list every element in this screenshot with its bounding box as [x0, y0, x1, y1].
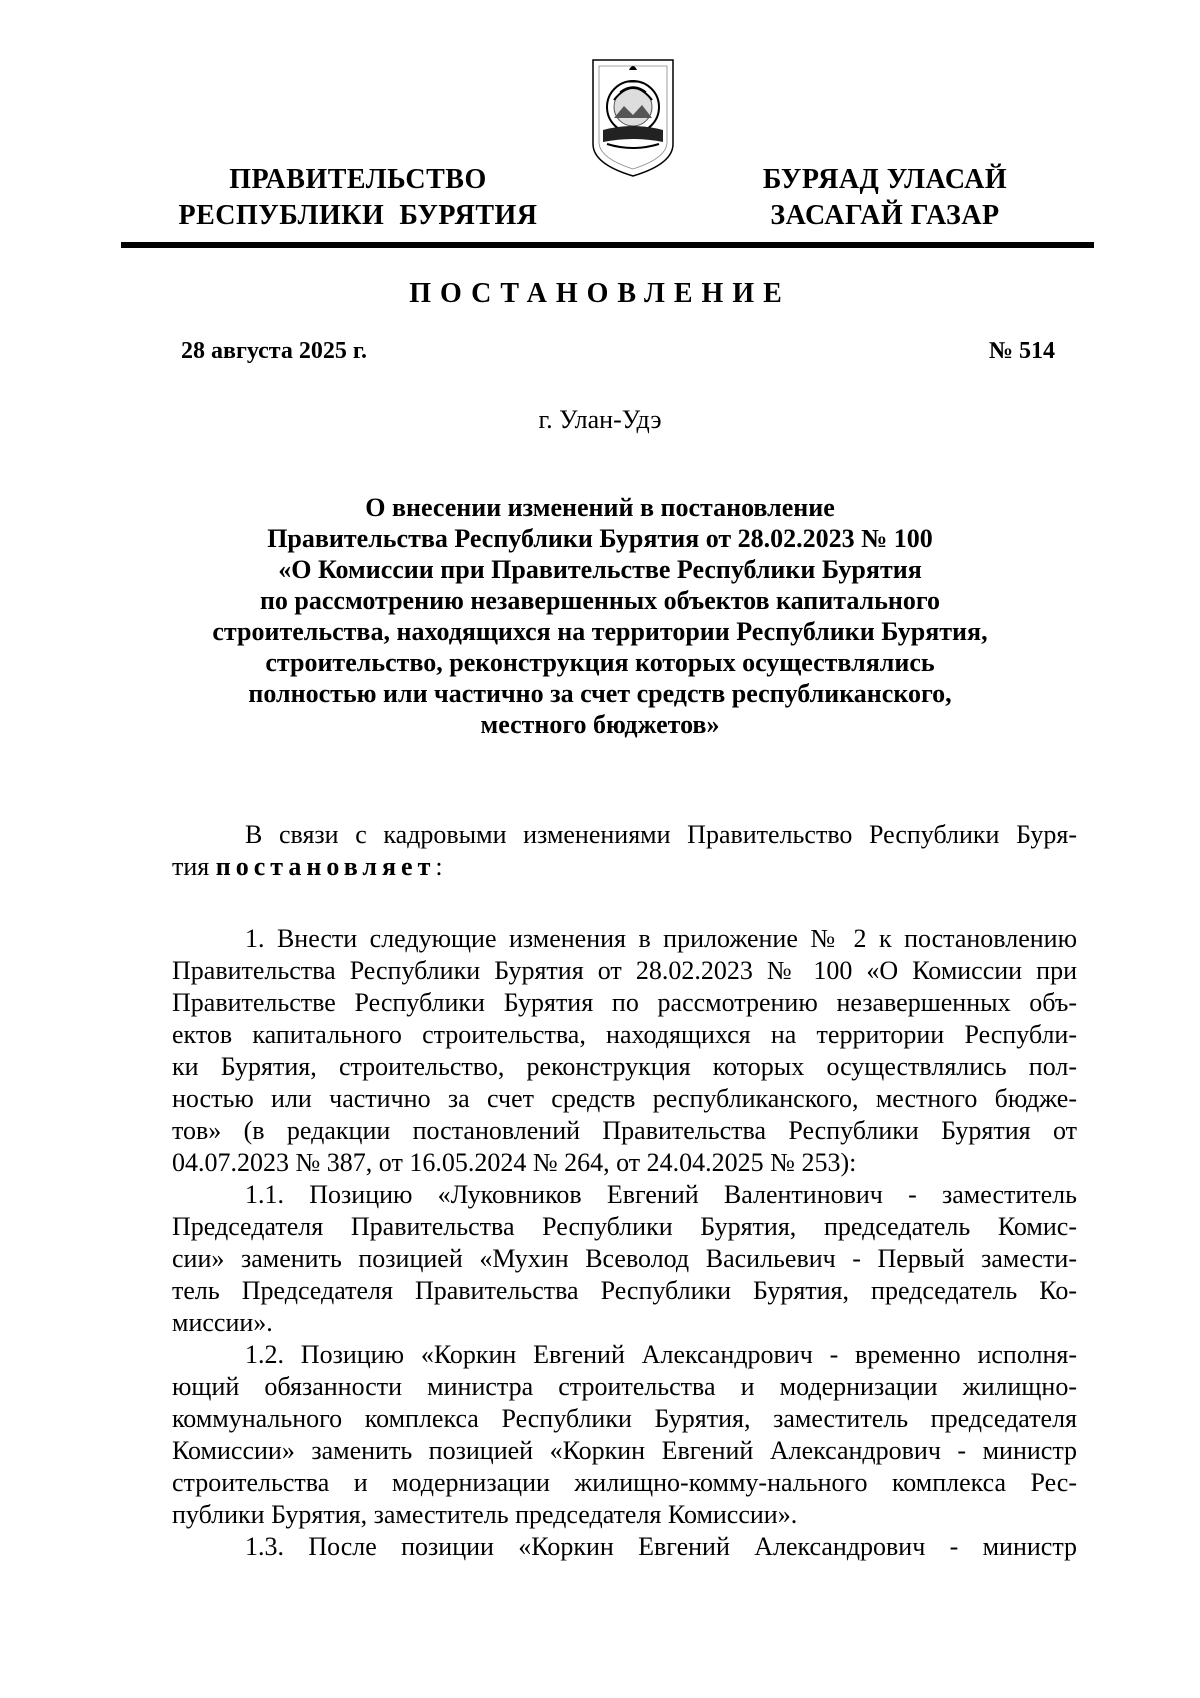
body-line: 1. Внести следующие изменения в приложение № 2 к постановлению	[245, 924, 1077, 953]
title-line: строительство, реконструкция которых осуществлялись	[265, 648, 935, 677]
body-line	[172, 851, 1077, 883]
preamble-suffix: :	[435, 852, 443, 881]
body-line: тов» (в редакции постановлений Правительства Республики Бурятия от	[172, 1116, 1077, 1145]
title-line: по рассмотрению незавершенных объектов капитального	[259, 586, 941, 615]
header-right	[740, 162, 1030, 234]
document-type: ПОСТАНОВЛЕНИЕ	[409, 278, 791, 309]
header-divider	[121, 242, 1094, 248]
header-left	[168, 162, 548, 234]
body-line: 1.2. Позицию «Коркин Евгений Александрович - временно исполня-	[245, 1340, 1077, 1369]
title-line: полностью или частично за счет средств республиканского,	[248, 679, 952, 708]
body-line: 04.07.2023 № 387, от 16.05.2024 № 264, от 24.04.2025 № 253):	[172, 1148, 857, 1177]
document-title	[160, 492, 1040, 740]
coat-of-arms-icon	[590, 52, 676, 180]
body-line: сии» заменить позицией «Мухин Всеволод Васильевич - Первый замести-	[172, 1244, 1077, 1273]
title-line: Правительства Республики Бурятия от 28.02.2023 № 100	[267, 524, 933, 553]
document-city: г. Улан-Удэ	[538, 405, 662, 434]
body-line: Председателя Правительства Республики Бурятия, председатель Комис-	[172, 1212, 1077, 1241]
preamble	[172, 819, 1077, 883]
title-line: местного бюджетов»	[480, 710, 720, 739]
body-line: публики Бурятия, заместитель председателя Комиссии».	[172, 1500, 798, 1529]
header-left-line-1: ПРАВИТЕЛЬСТВО	[229, 164, 487, 195]
header-right-line-1: БУРЯАД УЛАСАЙ	[762, 164, 1008, 195]
item-1-1	[172, 1179, 1077, 1339]
title-line: О внесении изменений в постановление	[365, 493, 835, 522]
item-1-3	[172, 1531, 1077, 1563]
paragraph-1	[172, 923, 1077, 1179]
body-line: Правительства Республики Бурятия от 28.02.2023 № 100 «О Комиссии при	[172, 956, 1077, 985]
body-line: строительства и модернизации жилищно-комму-нального комплекса Рес-	[172, 1468, 1077, 1497]
document-date: 28 августа 2025 г.	[181, 338, 368, 364]
resolution-word: постановляет	[215, 852, 436, 881]
body-line: ки Бурятия, строительство, реконструкция которых осуществлялись пол-	[172, 1052, 1077, 1081]
preamble-prefix: тия	[172, 852, 216, 881]
item-1-2	[172, 1339, 1077, 1531]
body-line: ющий обязанности министра строительства и модернизации жилищно-	[172, 1372, 1077, 1401]
header-right-line-2: ЗАСАГАЙ ГАЗАР	[770, 200, 1000, 231]
header-left-line-2: РЕСПУБЛИКИ БУРЯТИЯ	[178, 200, 538, 231]
body-line: тель Председателя Правительства Республики Бурятия, председатель Ко-	[172, 1276, 1077, 1305]
body-line: Комиссии» заменить позицией «Коркин Евгений Александрович - министр	[172, 1436, 1077, 1465]
body-line: В связи с кадровыми изменениями Правительство Республики Буря-	[245, 820, 1077, 849]
body-line: Правительстве Республики Бурятия по рассмотрению незавершенных объ-	[172, 988, 1077, 1017]
title-line: строительства, находящихся на территории Республики Бурятия,	[212, 617, 988, 646]
document-number: № 514	[988, 338, 1055, 364]
title-line: «О Комиссии при Правительстве Республики Бурятия	[278, 555, 922, 584]
body-line: коммунального комплекса Республики Бурятия, заместитель председателя	[172, 1404, 1077, 1433]
body-line: ектов капитального строительства, находящихся на территории Республи-	[172, 1020, 1077, 1049]
body-line: ностью или частично за счет средств республиканского, местного бюдже-	[172, 1084, 1077, 1113]
body-line: 1.3. После позиции «Коркин Евгений Александрович - министр	[245, 1532, 1077, 1561]
body-line: 1.1. Позицию «Луковников Евгений Валентинович - заместитель	[245, 1180, 1077, 1209]
body-line: миссии».	[172, 1308, 273, 1337]
